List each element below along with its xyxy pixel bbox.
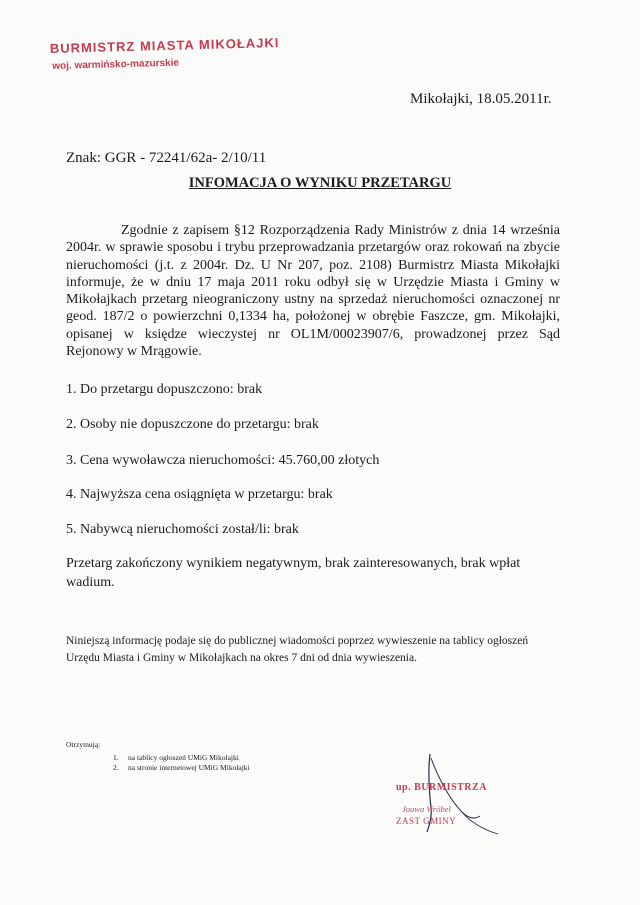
publication-notice: Niniejszą informację podaje się do publicznej wiadomości poprzez wywieszenie na tablicy ogłoszeń Urzędu Miasta i Gminy w Mikołajkach na okres 7 dni od dnia wywieszenia. [66,635,529,664]
signature-stamp-line-1: up. BURMISTRZA [396,782,487,793]
stamp-line-1: BURMISTRZ MIASTA MIKOŁAJKI [49,34,280,57]
reference-number: Znak: GGR - 72241/62a- 2/10/11 [66,150,267,166]
result-item-1: 1. Do przetargu dopuszczono: brak [66,382,263,397]
recipient-row [66,753,239,763]
summary-paragraph: Przetarg zakończony wynikiem negatywnym, brak zainteresowanych, brak wpłat wadium. [66,556,521,590]
signature-stamp-line-3: ZAST GMINY [396,816,457,826]
recipient-text: na tablicy ogłoszeń UMiG Mikołajki [128,753,239,762]
recipient-text: na stronie internetowej UMiG Mikołajki [128,763,250,772]
recipients-block [66,740,250,773]
recipient-row [66,763,250,773]
document-title: INFOMACJA O WYNIKU PRZETARGU [188,175,452,191]
stamp-line-2: woj. warmińsko-mazurskie [52,57,180,72]
recipients-heading: Otrzymują: [66,740,101,749]
recipient-number: 1. [113,753,119,762]
result-item-3: 3. Cena wywoławcza nieruchomości: 45.760,00 złotych [66,453,380,468]
result-item-5: 5. Nabywcą nieruchomości został/li: brak [66,522,299,537]
place-and-date: Mikołajki, 18.05.2011r. [410,91,552,107]
intro-paragraph: Zgodnie z zapisem §12 Rozporządzenia Rady Ministrów z dnia 14 września 2004r. w sprawie sposobu i trybu przeprowadzania przetargów oraz rokowań na zbycie nieruchomości (j.t. z 2004r. Dz. U Nr 207, poz. 2108) Burmistrz Miasta Mikołajki informuje, że w dniu 17 maja 2011 roku odbył się w Urzędzie Miasta i Gminy w Mikołajkach przetarg nieograniczony ustny na sprzedaż nieruchomości oznaczonej nr geod. 187/2 o powierzchni 0,1334 ha, położonej w obrębie Faszcze, gm. Mikołajki, opisanej w księdze wieczystej nr OL1M/00023907/6, prowadzonej przez Sąd Rejonowy w Mrągowie. [66,223,560,360]
result-item-2: 2. Osoby nie dopuszczone do przetargu: brak [66,417,319,432]
result-item-4: 4. Najwyższa cena osiągnięta w przetargu: brak [66,487,333,502]
signature-stamp [396,750,516,840]
signature-stamp-line-2: Jouwa Wróbel [402,804,451,814]
mayor-office-stamp [50,35,280,72]
recipient-number: 2. [113,763,119,772]
